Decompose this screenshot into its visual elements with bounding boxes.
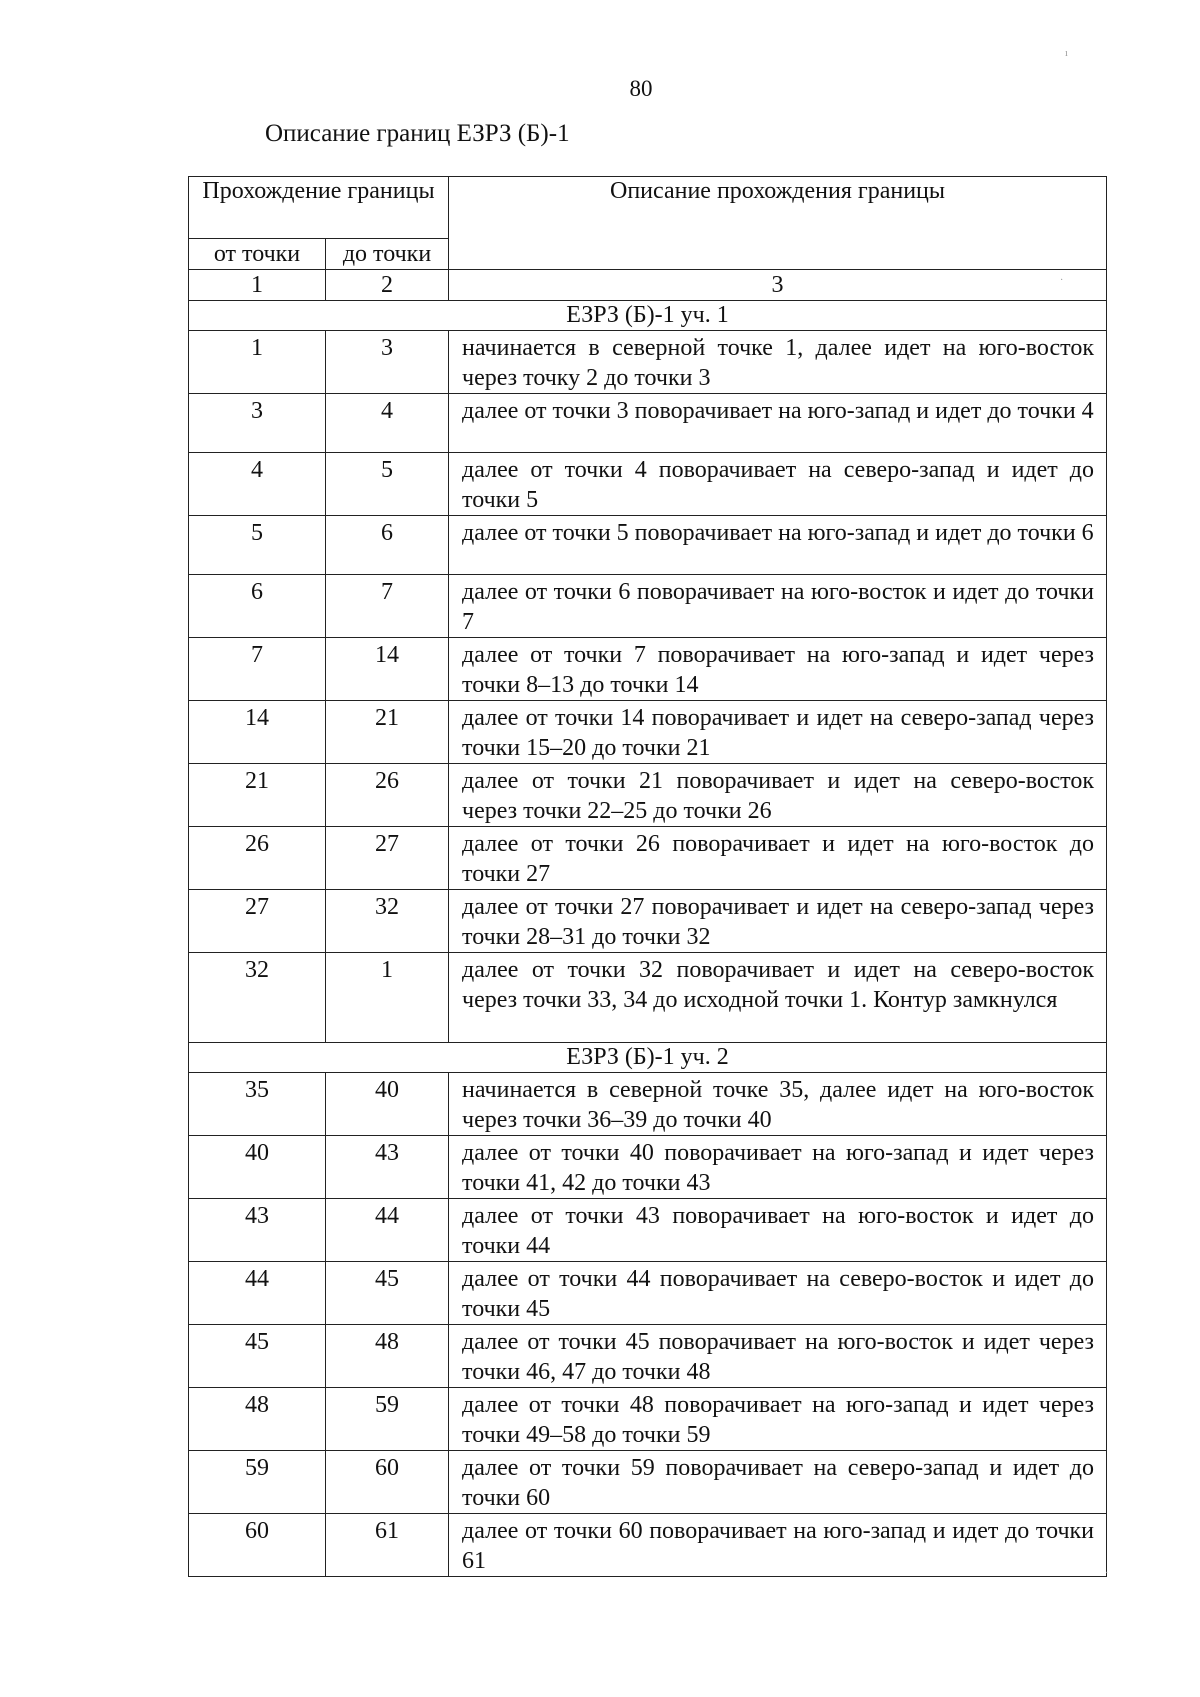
to-point-cell: 43	[326, 1136, 449, 1199]
table-row	[189, 1199, 1107, 1262]
to-point-cell: 4	[326, 394, 449, 453]
boundary-table	[188, 176, 1107, 1577]
scan-mark: ·	[1060, 275, 1064, 286]
table-row	[189, 516, 1107, 575]
scan-mark: ·	[1105, 1568, 1109, 1579]
page-number: 80	[629, 76, 653, 101]
column-number: 3	[449, 270, 1107, 301]
description-cell: далее от точки 59 поворачивает на северо-запад и идет до точки 60	[449, 1451, 1107, 1514]
from-point-cell: 27	[189, 890, 326, 953]
from-point-cell: 48	[189, 1388, 326, 1451]
table-row	[189, 1262, 1107, 1325]
description-cell: далее от точки 21 поворачивает и идет на северо-восток через точки 22–25 до точки 26	[449, 764, 1107, 827]
to-point-cell: 27	[326, 827, 449, 890]
description-cell: далее от точки 45 поворачивает на юго-восток и идет через точки 46, 47 до точки 48	[449, 1325, 1107, 1388]
table-row	[189, 1136, 1107, 1199]
to-point-cell: 45	[326, 1262, 449, 1325]
table-row	[189, 953, 1107, 1043]
from-point-cell: 35	[189, 1073, 326, 1136]
table-row	[189, 638, 1107, 701]
from-point-cell: 43	[189, 1199, 326, 1262]
from-point-cell: 44	[189, 1262, 326, 1325]
from-point-cell: 21	[189, 764, 326, 827]
table-row	[189, 1325, 1107, 1388]
to-point-cell: 7	[326, 575, 449, 638]
from-point-cell: 1	[189, 331, 326, 394]
description-cell: начинается в северной точке 1, далее идет на юго-восток через точку 2 до точки 3	[449, 331, 1107, 394]
to-point-cell: 59	[326, 1388, 449, 1451]
column-number: 2	[326, 270, 449, 301]
description-cell: далее от точки 14 поворачивает и идет на северо-запад через точки 15–20 до точки 21	[449, 701, 1107, 764]
from-point-cell: 59	[189, 1451, 326, 1514]
description-cell: далее от точки 43 поворачивает на юго-восток и идет до точки 44	[449, 1199, 1107, 1262]
header-from-point: от точки	[189, 239, 326, 270]
header-passage: Прохождение границы	[189, 177, 449, 239]
from-point-cell: 60	[189, 1514, 326, 1577]
from-point-cell: 32	[189, 953, 326, 1043]
page-title: Описание границ ЕЗРЗ (Б)-1	[265, 120, 570, 147]
table-row	[189, 827, 1107, 890]
header-description: Описание прохождения границы	[449, 177, 1107, 270]
to-point-cell: 21	[326, 701, 449, 764]
table-row	[189, 764, 1107, 827]
from-point-cell: 6	[189, 575, 326, 638]
to-point-cell: 14	[326, 638, 449, 701]
to-point-cell: 44	[326, 1199, 449, 1262]
from-point-cell: 3	[189, 394, 326, 453]
to-point-cell: 40	[326, 1073, 449, 1136]
table-row	[189, 1514, 1107, 1577]
from-point-cell: 14	[189, 701, 326, 764]
from-point-cell: 7	[189, 638, 326, 701]
to-point-cell: 32	[326, 890, 449, 953]
description-cell: далее от точки 60 поворачивает на юго-запад и идет до точки 61	[449, 1514, 1107, 1577]
table-row	[189, 1073, 1107, 1136]
description-cell: далее от точки 3 поворачивает на юго-запад и идет до точки 4	[449, 394, 1107, 453]
description-cell: далее от точки 4 поворачивает на северо-запад и идет до точки 5	[449, 453, 1107, 516]
table-row	[189, 331, 1107, 394]
section-title: ЕЗРЗ (Б)-1 уч. 2	[189, 1043, 1107, 1073]
to-point-cell: 3	[326, 331, 449, 394]
from-point-cell: 4	[189, 453, 326, 516]
table-row	[189, 1451, 1107, 1514]
table-row	[189, 394, 1107, 453]
to-point-cell: 6	[326, 516, 449, 575]
section-title: ЕЗРЗ (Б)-1 уч. 1	[189, 301, 1107, 331]
table-row	[189, 575, 1107, 638]
description-cell: далее от точки 27 поворачивает и идет на северо-запад через точки 28–31 до точки 32	[449, 890, 1107, 953]
table-row	[189, 453, 1107, 516]
description-cell: далее от точки 48 поворачивает на юго-запад и идет через точки 49–58 до точки 59	[449, 1388, 1107, 1451]
header-to-point: до точки	[326, 239, 449, 270]
from-point-cell: 45	[189, 1325, 326, 1388]
to-point-cell: 1	[326, 953, 449, 1043]
from-point-cell: 40	[189, 1136, 326, 1199]
description-cell: далее от точки 26 поворачивает и идет на юго-восток до точки 27	[449, 827, 1107, 890]
to-point-cell: 48	[326, 1325, 449, 1388]
description-cell: начинается в северной точке 35, далее идет на юго-восток через точки 36–39 до точки 40	[449, 1073, 1107, 1136]
to-point-cell: 5	[326, 453, 449, 516]
description-cell: далее от точки 44 поворачивает на северо-восток и идет до точки 45	[449, 1262, 1107, 1325]
table-row	[189, 701, 1107, 764]
description-cell: далее от точки 5 поворачивает на юго-запад и идет до точки 6	[449, 516, 1107, 575]
scan-mark: ı	[1065, 48, 1068, 59]
description-cell: далее от точки 32 поворачивает и идет на северо-восток через точки 33, 34 до исходной точки 1. Контур замкнулся	[449, 953, 1107, 1043]
description-cell: далее от точки 40 поворачивает на юго-запад и идет через точки 41, 42 до точки 43	[449, 1136, 1107, 1199]
to-point-cell: 26	[326, 764, 449, 827]
description-cell: далее от точки 6 поворачивает на юго-восток и идет до точки 7	[449, 575, 1107, 638]
to-point-cell: 61	[326, 1514, 449, 1577]
column-number: 1	[189, 270, 326, 301]
to-point-cell: 60	[326, 1451, 449, 1514]
description-cell: далее от точки 7 поворачивает на юго-запад и идет через точки 8–13 до точки 14	[449, 638, 1107, 701]
table-body	[189, 301, 1107, 1577]
table-row	[189, 1388, 1107, 1451]
from-point-cell: 5	[189, 516, 326, 575]
from-point-cell: 26	[189, 827, 326, 890]
table-row	[189, 890, 1107, 953]
